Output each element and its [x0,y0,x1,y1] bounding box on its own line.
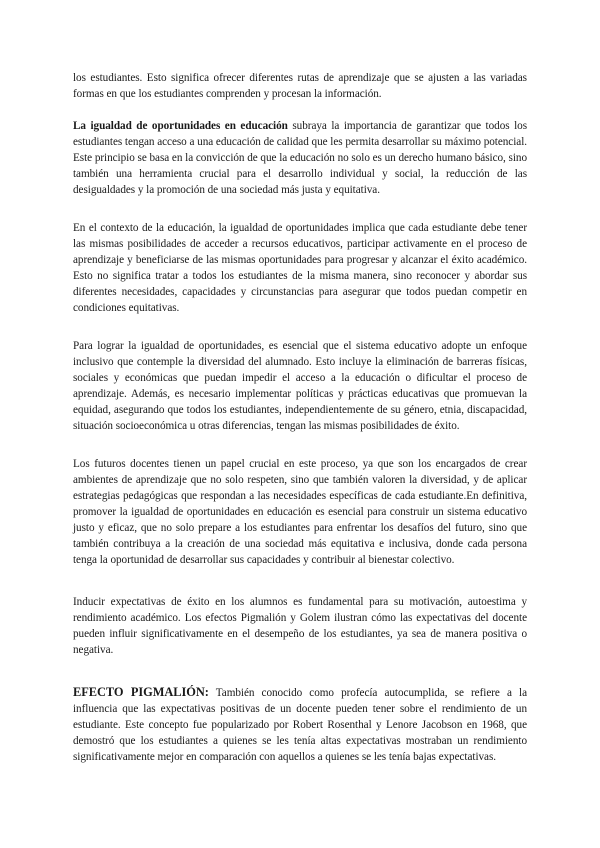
pigmalion-heading: EFECTO PIGMALIÓN: [73,685,209,699]
paragraph-docentes: Los futuros docentes tienen un papel crucial en este proceso, ya que son los encargados de crear ambientes de aprendizaje que no solo respeten, sino que también valoren la diversidad, y de aplicar estrategias pedagógicas que respondan a las necesidades específicas de cada estudiante.En definitiva, promover la igualdad de oportunidades en educación es esencial para construir un sistema educativo justo y eficaz, que no solo prepare a los estudiantes para enfrentar los desafíos del futuro, sino que también contribuya a la creación de una sociedad más equitativa e inclusiva, donde cada persona tenga la oportunidad de desarrollar sus capacidades y contribuir al bienestar colectivo. [73,458,527,566]
paragraph-igualdad [73,118,527,198]
paragraph-pigmalion [73,684,527,765]
paragraph-contexto: En el contexto de la educación, la igualdad de oportunidades implica que cada estudiante debe tener las mismas posibilidades de acceder a recursos educativos, participar activamente en el proceso de aprendizaje y beneficiarse de las mismas oportunidades para progresar y alcanzar el éxito académico. Esto no significa tratar a todos los estudiantes de la misma manera, sino reconocer y abordar sus diferentes necesidades, capacidades y circunstancias para asegurar que todos puedan competir en condiciones equitativas. [73,222,527,314]
pigmalion-body: También conocido como profecía autocumplida, se refiere a la influencia que las expectativas positivas de un docente pueden tener sobre el rendimiento de un estudiante. Este concepto fue popularizado por Robert Rosenthal y Lenore Jacobson en 1968, que demostró que los estudiantes a quienes se les tenía altas expectativas mostraban un rendimiento significativamente mejor en comparación con aquellos a quienes se les tenía bajas expectativas. [73,687,527,763]
igualdad-lead: La igualdad de oportunidades en educación [73,120,288,132]
paragraph-lograr: Para lograr la igualdad de oportunidades, es esencial que el sistema educativo adopte un enfoque inclusivo que contemple la diversidad del alumnado. Esto incluye la eliminación de barreras físicas, sociales y económicas que puedan impedir el acceso a la educación o dificultar el proceso de aprendizaje. Además, es necesario implementar políticas y prácticas educativas que promuevan la equidad, asegurando que todos los estudiantes, independientemente de su género, etnia, discapacidad, situación socioeconómica u otras diferencias, tengan las mismas posibilidades de éxito. [73,340,527,432]
paragraph-continuation: los estudiantes. Esto significa ofrecer diferentes rutas de aprendizaje que se ajusten a las variadas formas en que los estudiantes comprenden y procesan la información. [73,72,527,100]
igualdad-body: subraya la importancia de garantizar que todos los estudiantes tengan acceso a una educación de calidad que les permita desarrollar su máximo potencial. Este principio se basa en la convicción de que la educación no solo es un derecho humano básico, sino también una herramienta crucial para el desarrollo individual y social, la reducción de las desigualdades y la promoción de una sociedad más justa y equitativa. [73,120,527,196]
paragraph-expectativas: Inducir expectativas de éxito en los alumnos es fundamental para su motivación, autoestima y rendimiento académico. Los efectos Pigmalión y Golem ilustran cómo las expectativas del docente pueden influir significativamente en el desempeño de los estudiantes, ya sea de manera positiva o negativa. [73,596,527,656]
